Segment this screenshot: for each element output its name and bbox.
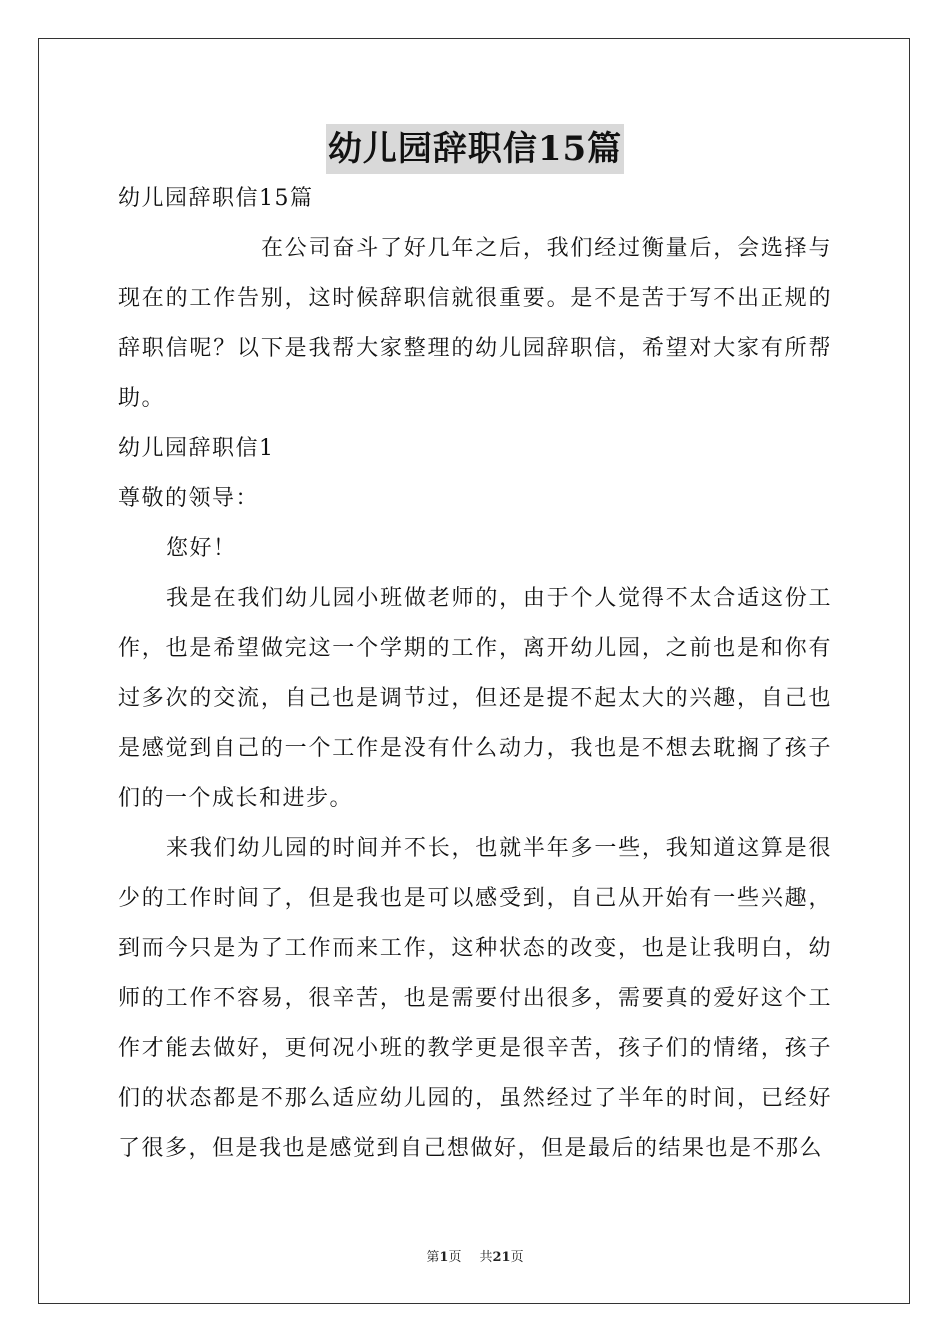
page-label-suffix: 页 bbox=[448, 1250, 462, 1265]
total-pages: 21 bbox=[492, 1250, 511, 1265]
section-heading: 幼儿园辞职信1 bbox=[118, 436, 275, 461]
page-footer bbox=[0, 1246, 950, 1265]
page-label-prefix: 第 bbox=[426, 1250, 440, 1265]
greeting: 您好！ bbox=[166, 536, 237, 561]
body-paragraph: 我是在我们幼儿园小班做老师的，由于个人觉得不太合适这份工作，也是希望做完这一个学期的工作，离开幼儿园，之前也是和你有过多次的交流，自己也是调节过，但还是提不起太大的兴趣，自己也是感觉到自己的一个工作是没有什么动力，我也是不想去耽搁了孩子们的一个成长和进步。 bbox=[118, 586, 832, 811]
total-label-prefix: 共 bbox=[479, 1250, 493, 1265]
document-subtitle: 幼儿园辞职信15篇 bbox=[118, 186, 314, 211]
document-title: 幼儿园辞职信15篇 bbox=[326, 124, 624, 174]
page-number bbox=[426, 1250, 461, 1265]
title-container bbox=[0, 124, 950, 174]
salutation: 尊敬的领导： bbox=[118, 486, 260, 511]
body-paragraph: 来我们幼儿园的时间并不长，也就半年多一些，我知道这算是很少的工作时间了，但是我也是可以感受到，自己从开始有一些兴趣，到而今只是为了工作而来工作，这种状态的改变，也是让我明白，幼师的工作不容易，很辛苦，也是需要付出很多，需要真的爱好这个工作才能去做好，更何况小班的教学更是很辛苦，孩子们的情绪，孩子们的状态都是不那么适应幼儿园的，虽然经过了半年的时间，已经好了很多，但是我也是感觉到自己想做好，但是最后的结果也是不那么 bbox=[118, 836, 832, 1161]
intro-paragraph: 在公司奋斗了好几年之后，我们经过衡量后，会选择与现在的工作告别，这时候辞职信就很重要。是不是苦于写不出正规的辞职信呢？以下是我帮大家整理的幼儿园辞职信，希望对大家有所帮助。 bbox=[118, 236, 832, 411]
page-total bbox=[479, 1250, 523, 1265]
document-body bbox=[118, 174, 832, 1174]
total-label-suffix: 页 bbox=[510, 1250, 524, 1265]
current-page: 1 bbox=[439, 1250, 449, 1265]
